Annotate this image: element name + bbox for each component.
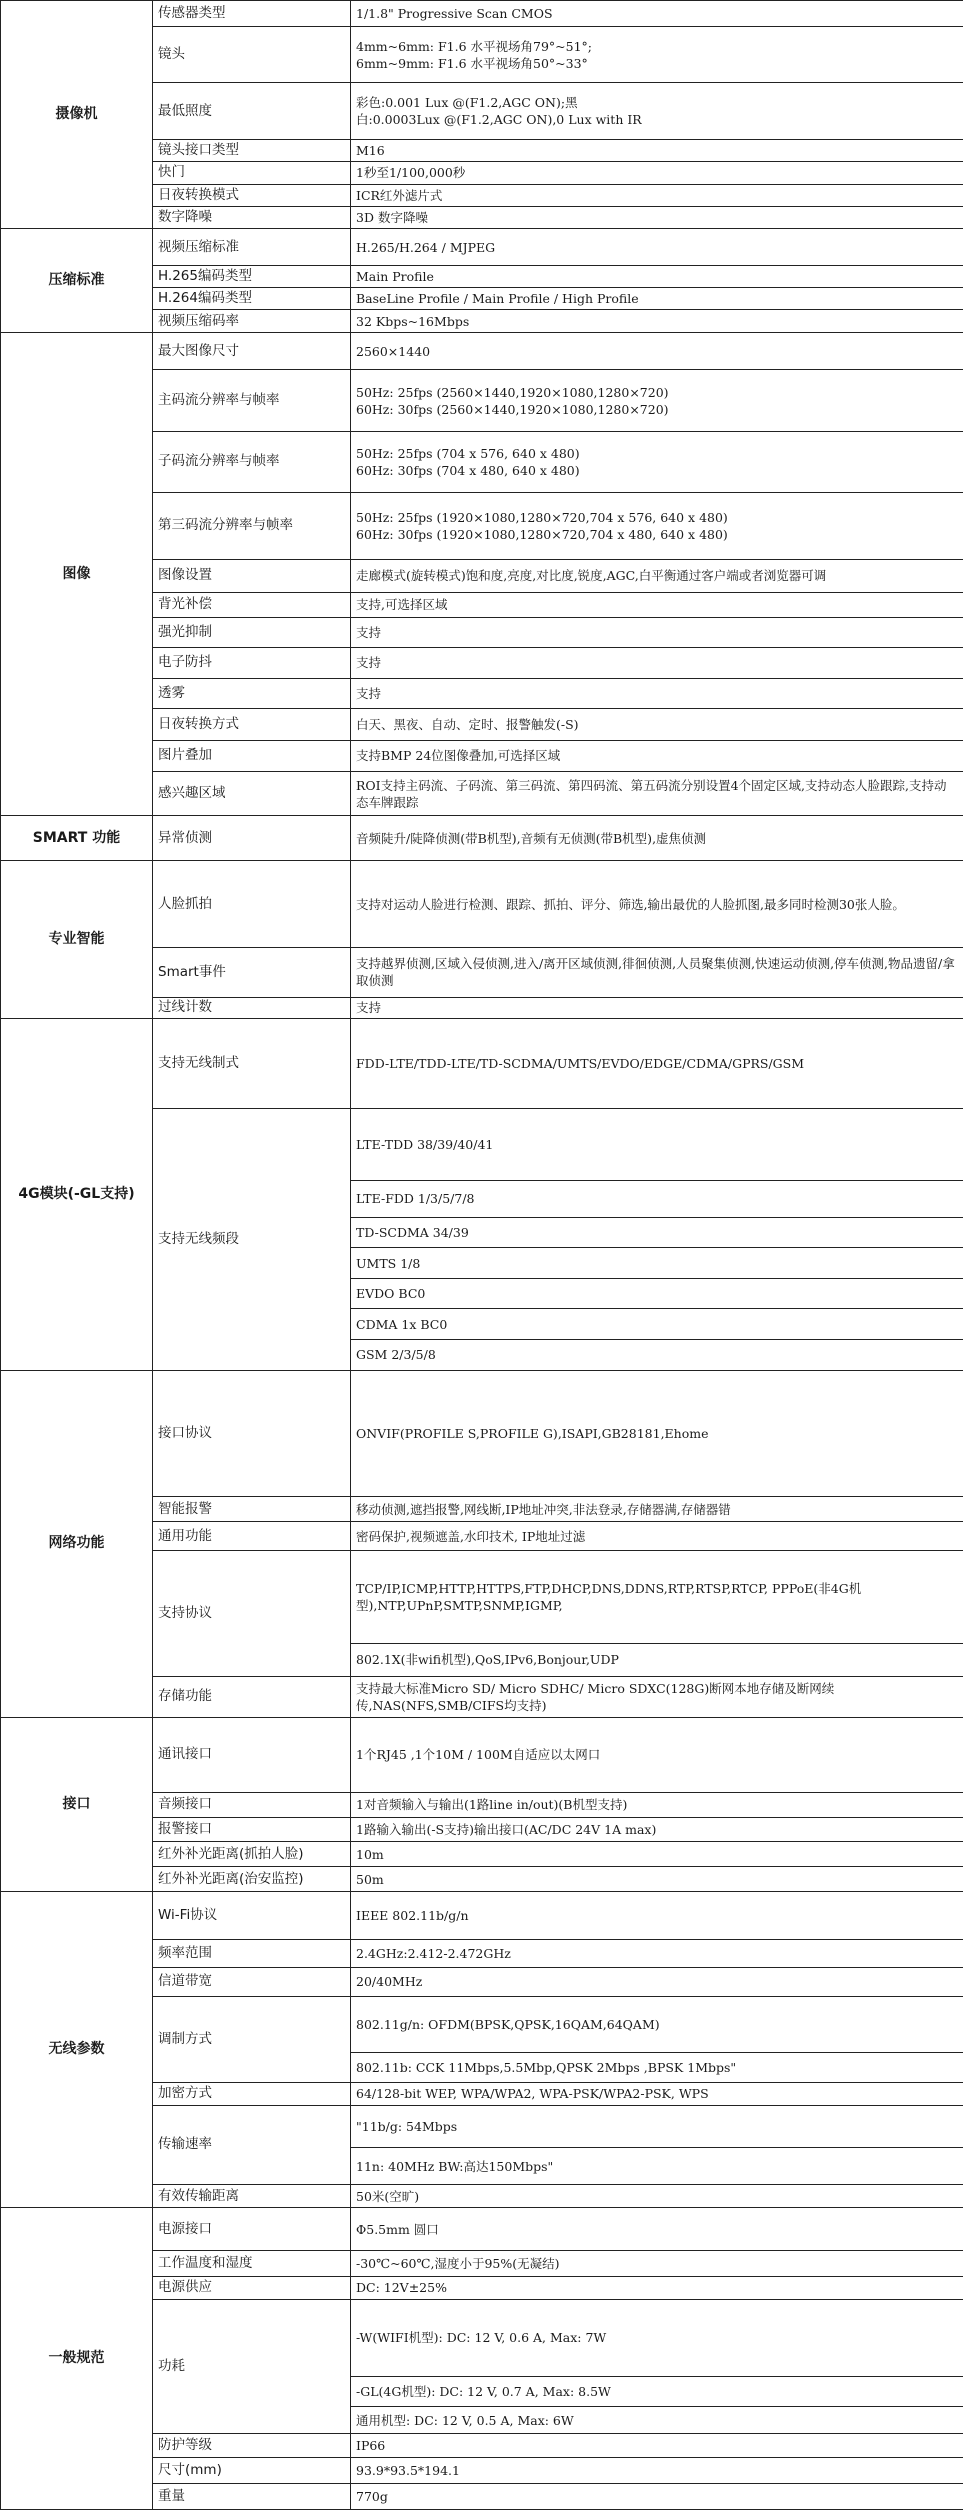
parameter-label: 视频压缩码率 <box>153 310 351 332</box>
parameter-value: M16 <box>351 139 963 161</box>
spec-row <box>1 2208 963 2250</box>
parameter-label: 防护等级 <box>153 2434 351 2458</box>
parameter-value: 11n: 40MHz BW:高达150Mbps" <box>351 2148 963 2184</box>
parameter-value: 770g <box>351 2483 963 2509</box>
parameter-value: IEEE 802.11b/g/n <box>351 1891 963 1939</box>
parameter-value: 密码保护,视频遮盖,水印技术, IP地址过滤 <box>351 1522 963 1550</box>
parameter-value: 1对音频输入与输出(1路line in/out)(B机型支持) <box>351 1793 963 1818</box>
spec-row <box>1 816 963 861</box>
parameter-label: 数字降噪 <box>153 206 351 228</box>
parameter-label: 支持协议 <box>153 1550 351 1676</box>
parameter-label: 支持无线频段 <box>153 1109 351 1370</box>
parameter-label: 日夜转换方式 <box>153 709 351 741</box>
parameter-label: 通用功能 <box>153 1522 351 1550</box>
category-cell: 4G模块(-GL支持) <box>1 1018 153 1370</box>
parameter-label: 传感器类型 <box>153 1 351 27</box>
category-cell: SMART 功能 <box>1 816 153 861</box>
spec-row <box>1 861 963 948</box>
parameter-value: ROI支持主码流、子码流、第三码流、第四码流、第五码流分别设置4个固定区域,支持动态人脸跟踪,支持动态车牌跟踪 <box>351 771 963 816</box>
spec-row <box>1 1370 963 1496</box>
parameter-value: LTE-FDD 1/3/5/7/8 <box>351 1181 963 1217</box>
parameter-value: Main Profile <box>351 265 963 287</box>
parameter-label: 视频压缩标准 <box>153 229 351 265</box>
parameter-label: Wi-Fi协议 <box>153 1891 351 1939</box>
parameter-value: 1/1.8" Progressive Scan CMOS <box>351 1 963 27</box>
parameter-value: 802.11g/n: OFDM(BPSK,QPSK,16QAM,64QAM) <box>351 1996 963 2052</box>
parameter-value: 50Hz: 25fps (2560×1440,1920×1080,1280×720) 60Hz: 30fps (2560×1440,1920×1080,1280×720) <box>351 370 963 431</box>
parameter-label: 电源接口 <box>153 2208 351 2250</box>
parameter-value: -GL(4G机型): DC: 12 V, 0.7 A, Max: 8.5W <box>351 2376 963 2407</box>
parameter-label: 尺寸(mm) <box>153 2457 351 2483</box>
parameter-value: -30℃~60℃,湿度小于95%(无凝结) <box>351 2250 963 2276</box>
parameter-label: 主码流分辨率与帧率 <box>153 370 351 431</box>
parameter-label: 存储功能 <box>153 1676 351 1717</box>
parameter-label: 最大图像尺寸 <box>153 332 351 370</box>
parameter-value: 白天、黑夜、自动、定时、报警触发(-S) <box>351 709 963 741</box>
parameter-label: 接口协议 <box>153 1370 351 1496</box>
parameter-value: 2560×1440 <box>351 332 963 370</box>
category-cell: 接口 <box>1 1717 153 1891</box>
spec-row <box>1 1018 963 1109</box>
parameter-value: 50m <box>351 1867 963 1892</box>
category-cell: 网络功能 <box>1 1370 153 1717</box>
parameter-label: 加密方式 <box>153 2082 351 2106</box>
parameter-value: 3D 数字降噪 <box>351 206 963 228</box>
parameter-value: 50米(空旷) <box>351 2184 963 2208</box>
parameter-value: TD-SCDMA 34/39 <box>351 1217 963 1248</box>
parameter-value: 支持最大标准Micro SD/ Micro SDHC/ Micro SDXC(128G)断网本地存储及断网续传,NAS(NFS,SMB/CIFS均支持) <box>351 1676 963 1717</box>
parameter-value: 2.4GHz:2.412-2.472GHz <box>351 1940 963 1968</box>
parameter-label: 有效传输距离 <box>153 2184 351 2208</box>
spec-table-body <box>1 1 963 2510</box>
parameter-label: 镜头接口类型 <box>153 139 351 161</box>
parameter-value: 支持BMP 24位图像叠加,可选择区域 <box>351 741 963 772</box>
parameter-value: 支持,可选择区域 <box>351 592 963 617</box>
parameter-label: 电源供应 <box>153 2276 351 2300</box>
parameter-label: 传输速率 <box>153 2106 351 2185</box>
parameter-label: 快门 <box>153 162 351 184</box>
parameter-value: 1个RJ45 ,1个10M / 100M自适应以太网口 <box>351 1717 963 1792</box>
parameter-value: 支持 <box>351 617 963 648</box>
parameter-value: 支持对运动人脸进行检测、跟踪、抓拍、评分、筛选,输出最优的人脸抓图,最多同时检测30张人脸。 <box>351 861 963 948</box>
parameter-label: 报警接口 <box>153 1817 351 1842</box>
parameter-value: BaseLine Profile / Main Profile / High Profile <box>351 288 963 310</box>
parameter-value: IP66 <box>351 2434 963 2458</box>
parameter-label: 镜头 <box>153 26 351 82</box>
parameter-value: 支持越界侦测,区域入侵侦测,进入/离开区域侦测,徘徊侦测,人员聚集侦测,快速运动侦测,停车侦测,物品遗留/拿取侦测 <box>351 948 963 997</box>
parameter-value: 1路输入输出(-S支持)输出接口(AC/DC 24V 1A max) <box>351 1817 963 1842</box>
parameter-value: TCP/IP,ICMP,HTTP,HTTPS,FTP,DHCP,DNS,DDNS,RTP,RTSP,RTCP, PPPoE(非4G机型),NTP,UPnP,SMTP,SNMP,IGMP, <box>351 1550 963 1643</box>
parameter-value: 20/40MHz <box>351 1968 963 1996</box>
parameter-label: 信道带宽 <box>153 1968 351 1996</box>
parameter-label: 透雾 <box>153 678 351 709</box>
parameter-value: GSM 2/3/5/8 <box>351 1340 963 1371</box>
parameter-value: 50Hz: 25fps (1920×1080,1280×720,704 x 576, 640 x 480) 60Hz: 30fps (1920×1080,1280×720,704 x 480, 640 x 480) <box>351 492 963 559</box>
parameter-value: UMTS 1/8 <box>351 1248 963 1279</box>
spec-row <box>1 1 963 27</box>
parameter-label: 智能报警 <box>153 1496 351 1522</box>
parameter-value: "11b/g: 54Mbps <box>351 2106 963 2148</box>
parameter-label: 第三码流分辨率与帧率 <box>153 492 351 559</box>
parameter-value: ONVIF(PROFILE S,PROFILE G),ISAPI,GB28181,Ehome <box>351 1370 963 1496</box>
parameter-label: 过线计数 <box>153 997 351 1018</box>
parameter-label: 人脸抓拍 <box>153 861 351 948</box>
parameter-label: 最低照度 <box>153 83 351 139</box>
parameter-label: 红外补光距离(抓拍人脸) <box>153 1842 351 1867</box>
parameter-value: 32 Kbps~16Mbps <box>351 310 963 332</box>
parameter-label: 工作温度和湿度 <box>153 2250 351 2276</box>
category-cell: 图像 <box>1 332 153 816</box>
parameter-value: 93.9*93.5*194.1 <box>351 2457 963 2483</box>
parameter-label: H.265编码类型 <box>153 265 351 287</box>
parameter-value: 50Hz: 25fps (704 x 576, 640 x 480) 60Hz: 30fps (704 x 480, 640 x 480) <box>351 431 963 492</box>
parameter-label: 音频接口 <box>153 1793 351 1818</box>
parameter-label: Smart事件 <box>153 948 351 997</box>
parameter-value: H.265/H.264 / MJPEG <box>351 229 963 265</box>
parameter-value: 1秒至1/100,000秒 <box>351 162 963 184</box>
parameter-value: 音频陡升/陡降侦测(带B机型),音频有无侦测(带B机型),虚焦侦测 <box>351 816 963 861</box>
parameter-label: 异常侦测 <box>153 816 351 861</box>
parameter-label: 日夜转换模式 <box>153 184 351 206</box>
parameter-value: 走廊模式(旋转模式)饱和度,亮度,对比度,锐度,AGC,白平衡通过客户端或者浏览器可调 <box>351 559 963 592</box>
parameter-value: 802.11b: CCK 11Mbps,5.5Mbp,QPSK 2Mbps ,BPSK 1Mbps" <box>351 2053 963 2082</box>
parameter-label: 图像设置 <box>153 559 351 592</box>
parameter-label: 频率范围 <box>153 1940 351 1968</box>
parameter-value: FDD-LTE/TDD-LTE/TD-SCDMA/UMTS/EVDO/EDGE/CDMA/GPRS/GSM <box>351 1018 963 1109</box>
parameter-value: Φ5.5mm 圆口 <box>351 2208 963 2250</box>
parameter-label: 感兴趣区域 <box>153 771 351 816</box>
spec-row <box>1 1717 963 1792</box>
parameter-value: 802.1X(非wifi机型),QoS,IPv6,Bonjour,UDP <box>351 1643 963 1676</box>
parameter-value: 10m <box>351 1842 963 1867</box>
parameter-label: 通讯接口 <box>153 1717 351 1792</box>
parameter-value: 移动侦测,遮挡报警,网线断,IP地址冲突,非法登录,存储器满,存储器错 <box>351 1496 963 1522</box>
parameter-label: 重量 <box>153 2483 351 2509</box>
parameter-label: 功耗 <box>153 2300 351 2434</box>
parameter-label: H.264编码类型 <box>153 288 351 310</box>
parameter-value: EVDO BC0 <box>351 1278 963 1309</box>
parameter-label: 图片叠加 <box>153 741 351 772</box>
parameter-value: 4mm~6mm: F1.6 水平视场角79°~51°; 6mm~9mm: F1.6 水平视场角50°~33° <box>351 26 963 82</box>
category-cell: 一般规范 <box>1 2208 153 2510</box>
spec-row <box>1 1891 963 1939</box>
parameter-label: 背光补偿 <box>153 592 351 617</box>
parameter-label: 红外补光距离(治安监控) <box>153 1867 351 1892</box>
parameter-label: 支持无线制式 <box>153 1018 351 1109</box>
parameter-value: CDMA 1x BC0 <box>351 1309 963 1340</box>
category-cell: 压缩标准 <box>1 229 153 333</box>
parameter-label: 子码流分辨率与帧率 <box>153 431 351 492</box>
category-cell: 摄像机 <box>1 1 153 229</box>
parameter-label: 强光抑制 <box>153 617 351 648</box>
parameter-value: -W(WIFI机型): DC: 12 V, 0.6 A, Max: 7W <box>351 2300 963 2376</box>
parameter-value: 彩色:0.001 Lux @(F1.2,AGC ON);黑 白:0.0003Lux @(F1.2,AGC ON),0 Lux with IR <box>351 83 963 139</box>
parameter-label: 电子防抖 <box>153 648 351 679</box>
parameter-value: 支持 <box>351 678 963 709</box>
parameter-value: 支持 <box>351 997 963 1018</box>
spec-row <box>1 229 963 265</box>
parameter-value: DC: 12V±25% <box>351 2276 963 2300</box>
parameter-label: 调制方式 <box>153 1996 351 2082</box>
parameter-value: LTE-TDD 38/39/40/41 <box>351 1109 963 1181</box>
parameter-value: 支持 <box>351 648 963 679</box>
parameter-value: 64/128-bit WEP, WPA/WPA2, WPA-PSK/WPA2-PSK, WPS <box>351 2082 963 2106</box>
parameter-value: ICR红外滤片式 <box>351 184 963 206</box>
spec-row <box>1 332 963 370</box>
category-cell: 专业智能 <box>1 861 153 1019</box>
category-cell: 无线参数 <box>1 1891 153 2208</box>
parameter-value: 通用机型: DC: 12 V, 0.5 A, Max: 6W <box>351 2407 963 2434</box>
